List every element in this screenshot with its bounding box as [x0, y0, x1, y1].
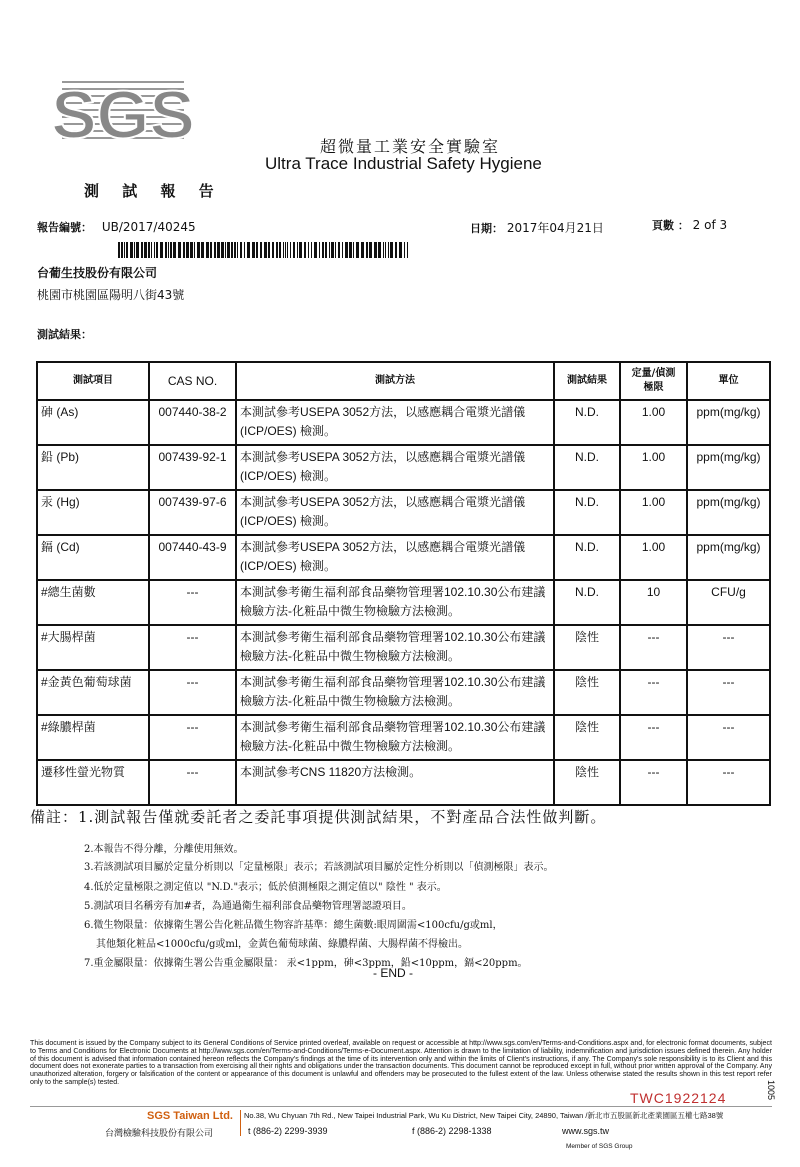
note-2: 2.本報告不得分離，分離使用無效。	[84, 844, 244, 855]
serial-number: TWC1922124	[630, 1090, 727, 1106]
client-name: 台葡生技股份有限公司	[37, 266, 158, 280]
footer-company-en: SGS Taiwan Ltd.	[147, 1110, 233, 1122]
note-5: 5.測試項目名稱旁有加#者，為通過衛生福利部食品藥物管理署認證項目。	[84, 901, 412, 912]
table-row	[37, 760, 770, 805]
header-limit	[620, 362, 687, 400]
table-row	[37, 715, 770, 760]
end-marker: - END -	[373, 966, 413, 980]
footer-fax: f (886-2) 2298-1338	[412, 1126, 492, 1136]
header-item: 測試項目	[37, 362, 149, 400]
cell-limit: 1.00	[620, 400, 687, 445]
note-3: 3.若該測試項目屬於定量分析則以「定量極限」表示；若該測試項目屬於定性分析則以「偵測極限」表示。	[84, 862, 554, 873]
cell-result: 陰性	[554, 670, 620, 715]
table-row	[37, 490, 770, 535]
legal-disclaimer: This document is issued by the Company subject to its General Conditions of Service printed overleaf, available on request or accessible at http://www.sgs.com/en/Terms-and-Conditions.aspx and, for electronic format documents, subject to Terms and Conditions for Electronic Documents at http://www.sgs.com/en/Terms-and-Conditions/Terms-e-Document.aspx. Attention is drawn to the limitation of liability, indemnification and jurisdiction issues defined therein. Any holder of this document is advised that information contained hereon reflects the Company's findings at the time of its intervention only and within the limits of Client's instructions, if any. The Company's sole responsibility is to its Client and this document does not exonerate parties to a transaction from exercising all their rights and obligations under the transaction documents. This document cannot be reproduced except in full, without prior written approval of the Company. Any unauthorized alteration, forgery or falsification of the content or appearance of this document is unlawful and offenders may be prosecuted to the fullest extent of the law. Unless otherwise stated the results shown in this test report refer only to the sample(s) tested.	[30, 1039, 772, 1086]
note-6a: 6.微生物限量：依據衛生署公告化粧品微生物容許基準：總生菌數:眼周圍需<100cfu/g或ml，	[84, 920, 503, 931]
report-number-value: UB/2017/40245	[101, 220, 196, 234]
cell-unit: ppm(mg/kg)	[687, 445, 770, 490]
cell-limit: ---	[620, 715, 687, 760]
cell-method: 本測試參考USEPA 3052方法，以感應耦合電漿光譜儀(ICP/OES) 檢測。	[236, 400, 554, 445]
table-row	[37, 670, 770, 715]
cell-cas: 007440-43-9	[149, 535, 236, 580]
footer-member: Member of SGS Group	[566, 1143, 633, 1150]
cell-item: 汞 (Hg)	[37, 490, 149, 535]
cell-unit: ppm(mg/kg)	[687, 535, 770, 580]
table-row	[37, 400, 770, 445]
client-address: 桃園市桃園區陽明八街43號	[37, 288, 185, 302]
report-number	[37, 219, 196, 235]
report-date-value: 2017年04月21日	[506, 221, 604, 235]
cell-cas: 007439-92-1	[149, 445, 236, 490]
footer-address: No.38, Wu Chyuan 7th Rd., New Taipei Industrial Park, Wu Ku District, New Taipei City, 24890, Taiwan /新北市五股區新北產業園區五權七路38號	[244, 1111, 724, 1120]
cell-item: 鎘 (Cd)	[37, 535, 149, 580]
footer-website[interactable]: www.sgs.tw	[562, 1126, 610, 1136]
cell-unit: ---	[687, 670, 770, 715]
table-row	[37, 580, 770, 625]
cell-result: N.D.	[554, 490, 620, 535]
cell-item: #總生菌數	[37, 580, 149, 625]
cell-method: 本測試參考USEPA 3052方法，以感應耦合電漿光譜儀(ICP/OES) 檢測。	[236, 490, 554, 535]
cell-unit: CFU/g	[687, 580, 770, 625]
cell-unit: ppm(mg/kg)	[687, 490, 770, 535]
table-row	[37, 535, 770, 580]
cell-item: 砷 (As)	[37, 400, 149, 445]
cell-limit: ---	[620, 760, 687, 805]
header-limit-line1: 定量/偵測	[631, 368, 676, 379]
cell-unit: ---	[687, 760, 770, 805]
cell-limit: 10	[620, 580, 687, 625]
report-page-label: 頁數 ：	[652, 219, 689, 232]
report-date-label: 日期：	[470, 222, 503, 235]
cell-cas: ---	[149, 715, 236, 760]
table-header-row	[37, 362, 770, 400]
lab-name-cn: 超微量工業安全實驗室	[320, 137, 501, 156]
header-limit-line2: 極限	[643, 382, 664, 393]
cell-cas: 007440-38-2	[149, 400, 236, 445]
sgs-logo	[51, 74, 195, 153]
header-unit: 單位	[687, 362, 770, 400]
barcode	[118, 242, 408, 258]
cell-method: 本測試參考衛生福利部食品藥物管理署102.10.30公布建議檢驗方法-化粧品中微生物檢驗方法檢測。	[236, 715, 554, 760]
cell-cas: ---	[149, 625, 236, 670]
report-date	[470, 219, 604, 236]
cell-method: 本測試參考衛生福利部食品藥物管理署102.10.30公布建議檢驗方法-化粧品中微生物檢驗方法檢測。	[236, 625, 554, 670]
footer-company-cn: 台灣檢驗科技股份有限公司	[105, 1129, 214, 1139]
lab-name-en: Ultra Trace Industrial Safety Hygiene	[265, 154, 542, 173]
note-6b: 其他類化粧品<1000cfu/g或ml，金黃色葡萄球菌、綠膿桿菌、大腸桿菌不得檢出。	[96, 939, 469, 950]
cell-method: 本測試參考USEPA 3052方法，以感應耦合電漿光譜儀(ICP/OES) 檢測。	[236, 535, 554, 580]
cell-limit: 1.00	[620, 445, 687, 490]
cell-unit: ---	[687, 715, 770, 760]
cell-item: 遷移性螢光物質	[37, 760, 149, 805]
report-page-value: 2 of 3	[692, 218, 728, 232]
cell-result: 陰性	[554, 760, 620, 805]
document-title: 測 試 報 告	[84, 182, 223, 200]
cell-result: N.D.	[554, 580, 620, 625]
cell-item: 鉛 (Pb)	[37, 445, 149, 490]
cell-limit: 1.00	[620, 490, 687, 535]
footer-separator	[240, 1110, 241, 1136]
cell-result: 陰性	[554, 625, 620, 670]
cell-limit: ---	[620, 670, 687, 715]
footer-divider	[30, 1106, 772, 1107]
cell-result: 陰性	[554, 715, 620, 760]
cell-item: #金黃色葡萄球菌	[37, 670, 149, 715]
cell-unit: ---	[687, 625, 770, 670]
cell-method: 本測試參考衛生福利部食品藥物管理署102.10.30公布建議檢驗方法-化粧品中微生物檢驗方法檢測。	[236, 580, 554, 625]
report-number-label: 報告編號：	[37, 221, 92, 234]
note-1: 備註：1.測試報告僅就委託者之委託事項提供測試結果，不對產品合法性做判斷。	[30, 808, 607, 826]
cell-cas: 007439-97-6	[149, 490, 236, 535]
report-page	[652, 217, 727, 233]
cell-cas: ---	[149, 670, 236, 715]
cell-method: 本測試參考衛生福利部食品藥物管理署102.10.30公布建議檢驗方法-化粧品中微生物檢驗方法檢測。	[236, 670, 554, 715]
cell-result: N.D.	[554, 400, 620, 445]
cell-cas: ---	[149, 580, 236, 625]
results-label: 測試結果：	[37, 328, 92, 341]
cell-item: #大腸桿菌	[37, 625, 149, 670]
header-cas: CAS NO.	[149, 362, 236, 400]
note-4: 4.低於定量極限之測定值以 "N.D."表示；低於偵測極限之測定值以" 陰性 " 表示。	[84, 882, 447, 893]
side-code: 1005	[766, 1080, 776, 1101]
header-result: 測試結果	[554, 362, 620, 400]
note-7: 7.重金屬限量：依據衛生署公告重金屬限量： 汞<1ppm，砷<3ppm，鉛<10ppm，鎘<20ppm。	[84, 958, 528, 969]
cell-method: 本測試參考CNS 11820方法檢測。	[236, 760, 554, 805]
table-row	[37, 625, 770, 670]
header-method: 測試方法	[236, 362, 554, 400]
table-row	[37, 445, 770, 490]
cell-result: N.D.	[554, 535, 620, 580]
cell-unit: ppm(mg/kg)	[687, 400, 770, 445]
cell-item: #綠膿桿菌	[37, 715, 149, 760]
cell-limit: 1.00	[620, 535, 687, 580]
results-table	[36, 361, 771, 806]
cell-limit: ---	[620, 625, 687, 670]
cell-cas: ---	[149, 760, 236, 805]
svg-text:SGS: SGS	[51, 77, 195, 153]
cell-method: 本測試參考USEPA 3052方法，以感應耦合電漿光譜儀(ICP/OES) 檢測。	[236, 445, 554, 490]
cell-result: N.D.	[554, 445, 620, 490]
footer-phone: t (886-2) 2299-3939	[248, 1126, 328, 1136]
